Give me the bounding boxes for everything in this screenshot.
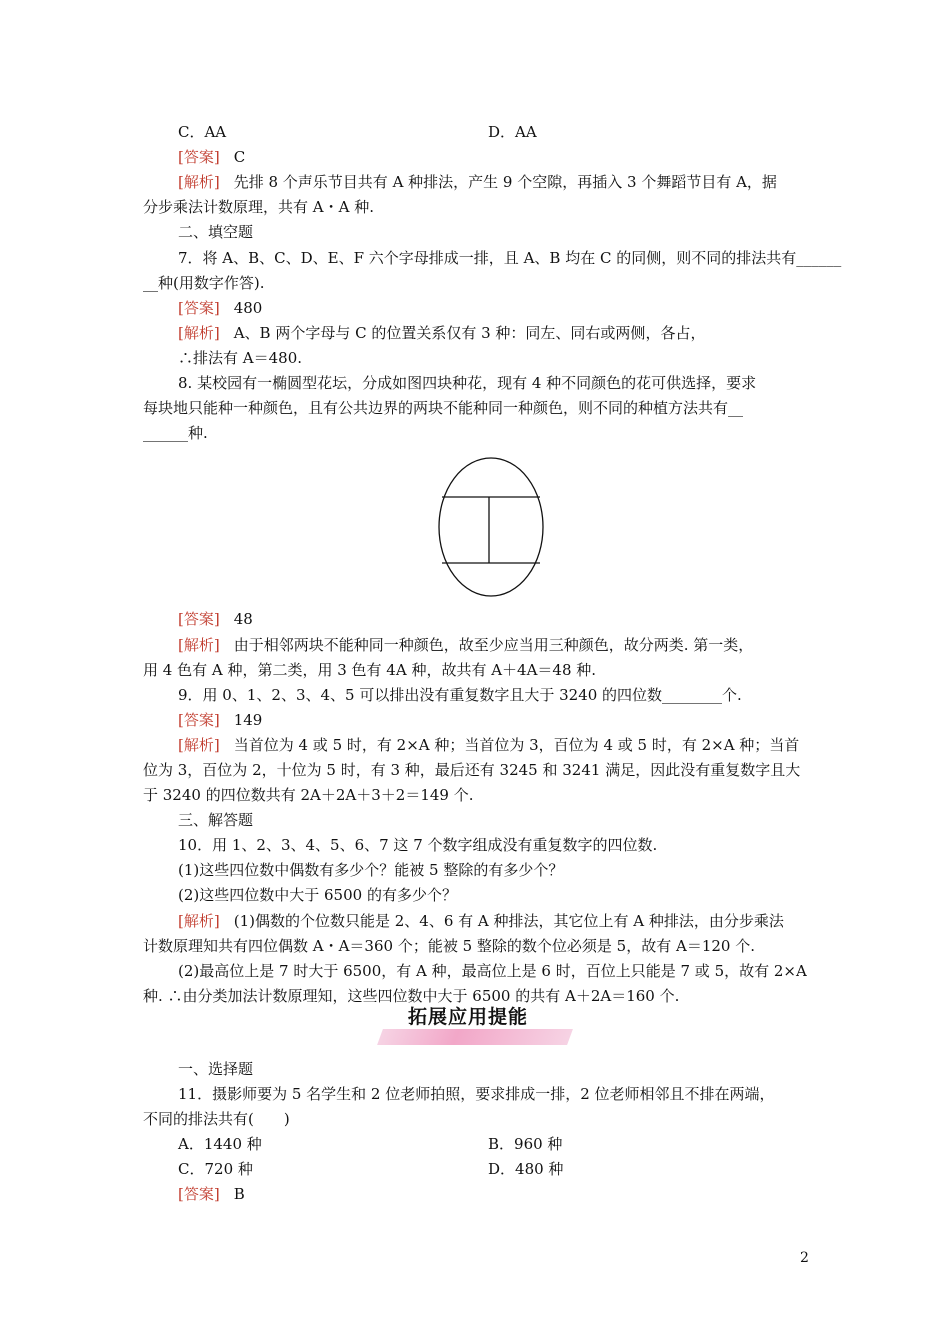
q10-sub1: (1)这些四位数中偶数有多少个？能被 5 整除的有多少个？ <box>178 861 564 879</box>
answer-value: 480 <box>233 299 263 317</box>
analysis-text: 当首位为 4 或 5 时，有 2×A 种；当首位为 3，百位为 4 或 5 时，有 2×A 种；当首 <box>233 736 800 754</box>
answer-tag: [答案] <box>178 711 220 729</box>
analysis-tag: [解析] <box>178 912 220 930</box>
answer-tag: [答案] <box>178 148 220 166</box>
answer-value: 48 <box>233 610 253 628</box>
answer-tag: [答案] <box>178 610 220 628</box>
q7-stem: 7．将 A、B、C、D、E、F 六个字母排成一排，且 A、B 均在 C 的同侧，则不同的排法共有______ <box>178 249 842 267</box>
q10-analysis-cont: (2)最高位上是 7 时大于 6500，有 A 种，最高位上是 6 时，百位上只能是 7 或 5，故有 2×A <box>178 962 807 980</box>
q7-analysis-cont: ∴排法有 A＝480. <box>178 349 302 367</box>
q11-answer <box>178 1182 848 1207</box>
banner-decoration <box>377 1029 573 1045</box>
option-text: C．AA <box>178 123 227 141</box>
answer-value: 149 <box>233 711 263 729</box>
q11-option-d: D．480 种 <box>488 1160 564 1178</box>
q10-analysis-cont: 种. ∴由分类加法计数原理知，这些四位数中大于 6500 的共有 A＋2A＝160 个. <box>143 987 680 1005</box>
answer-value: C <box>233 148 246 166</box>
q9-answer <box>178 708 848 733</box>
q6-analysis <box>178 170 848 195</box>
q9-analysis <box>178 733 848 758</box>
ellipse-outline <box>439 458 543 596</box>
q8-analysis <box>178 633 848 658</box>
q8-stem: 8. 某校园有一椭圆型花坛，分成如图四块种花，现有 4 种不同颜色的花可供选择，要求 <box>178 374 757 392</box>
section-banner <box>380 1005 580 1055</box>
analysis-text: A、B 两个字母与 C 的位置关系仅有 3 种：同左、同右或两侧，各占， <box>233 324 706 342</box>
q10-sub2: (2)这些四位数中大于 6500 的有多少个？ <box>178 886 457 904</box>
q6-option-d <box>488 120 537 145</box>
analysis-tag: [解析] <box>178 736 220 754</box>
q6-answer <box>178 145 848 170</box>
analysis-text: 先排 8 个声乐节目共有 A 种排法，产生 9 个空隙，再插入 3 个舞蹈节目有 A，据 <box>233 173 777 191</box>
section-heading: 二、填空题 <box>178 223 254 241</box>
q11-option-c: C．720 种 <box>178 1160 253 1178</box>
answer-tag: [答案] <box>178 299 220 317</box>
q8-answer <box>178 607 848 632</box>
q9-analysis-cont: 于 3240 的四位数共有 2A＋2A＋3＋2＝149 个. <box>143 786 474 804</box>
analysis-text: 由于相邻两块不能种同一种颜色，故至少应当用三种颜色，故分两类. 第一类， <box>233 636 754 654</box>
q7-analysis <box>178 321 848 346</box>
flowerbed-diagram <box>437 456 547 606</box>
q6-analysis-cont: 分步乘法计数原理，共有 A・A 种. <box>143 198 374 216</box>
answer-value: B <box>233 1185 245 1203</box>
q8-stem-cont: 每块地只能种一种颜色，且有公共边界的两块不能种同一种颜色，则不同的种植方法共有__ <box>143 399 744 417</box>
analysis-tag: [解析] <box>178 324 220 342</box>
q7-stem-cont: __种(用数字作答). <box>143 274 265 292</box>
q9-stem: 9．用 0、1、2、3、4、5 可以排出没有重复数字且大于 3240 的四位数________个. <box>178 686 742 704</box>
section-heading: 三、解答题 <box>178 811 254 829</box>
answer-tag: [答案] <box>178 1185 220 1203</box>
section-title: 拓展应用提能 <box>408 1006 529 1028</box>
page-number: 2 <box>800 1250 809 1266</box>
q11-option-b: B．960 种 <box>488 1135 563 1153</box>
q10-analysis <box>178 909 848 934</box>
q8-analysis-cont: 用 4 色有 A 种，第二类，用 3 色有 4A 种，故共有 A＋4A＝48 种. <box>143 661 597 679</box>
q11-option-a: A．1440 种 <box>178 1135 262 1153</box>
analysis-text: (1)偶数的个位数只能是 2、4、6 有 A 种排法，其它位上有 A 种排法，由分步乘法 <box>233 912 784 930</box>
q9-analysis-cont: 位为 3，百位为 2，十位为 5 时，有 3 种，最后还有 3245 和 3241 满足，因此没有重复数字且大 <box>143 761 801 779</box>
q10-analysis-cont: 计数原理知共有四位偶数 A・A＝360 个；能被 5 整除的数个位必须是 5，故有 A＝120 个. <box>143 937 755 955</box>
ellipse-figure <box>437 456 547 598</box>
q8-stem-cont: ______种. <box>143 424 208 442</box>
analysis-tag: [解析] <box>178 636 220 654</box>
section-heading: 一、选择题 <box>178 1060 254 1078</box>
q10-stem: 10．用 1、2、3、4、5、6、7 这 7 个数字组成没有重复数字的四位数. <box>178 836 658 854</box>
analysis-tag: [解析] <box>178 173 220 191</box>
q7-answer <box>178 296 848 321</box>
option-text: D．AA <box>488 123 537 141</box>
q11-stem: 11．摄影师要为 5 名学生和 2 位老师拍照，要求排成一排，2 位老师相邻且不排在两端， <box>178 1085 775 1103</box>
q11-stem-cont: 不同的排法共有( ) <box>143 1110 290 1128</box>
